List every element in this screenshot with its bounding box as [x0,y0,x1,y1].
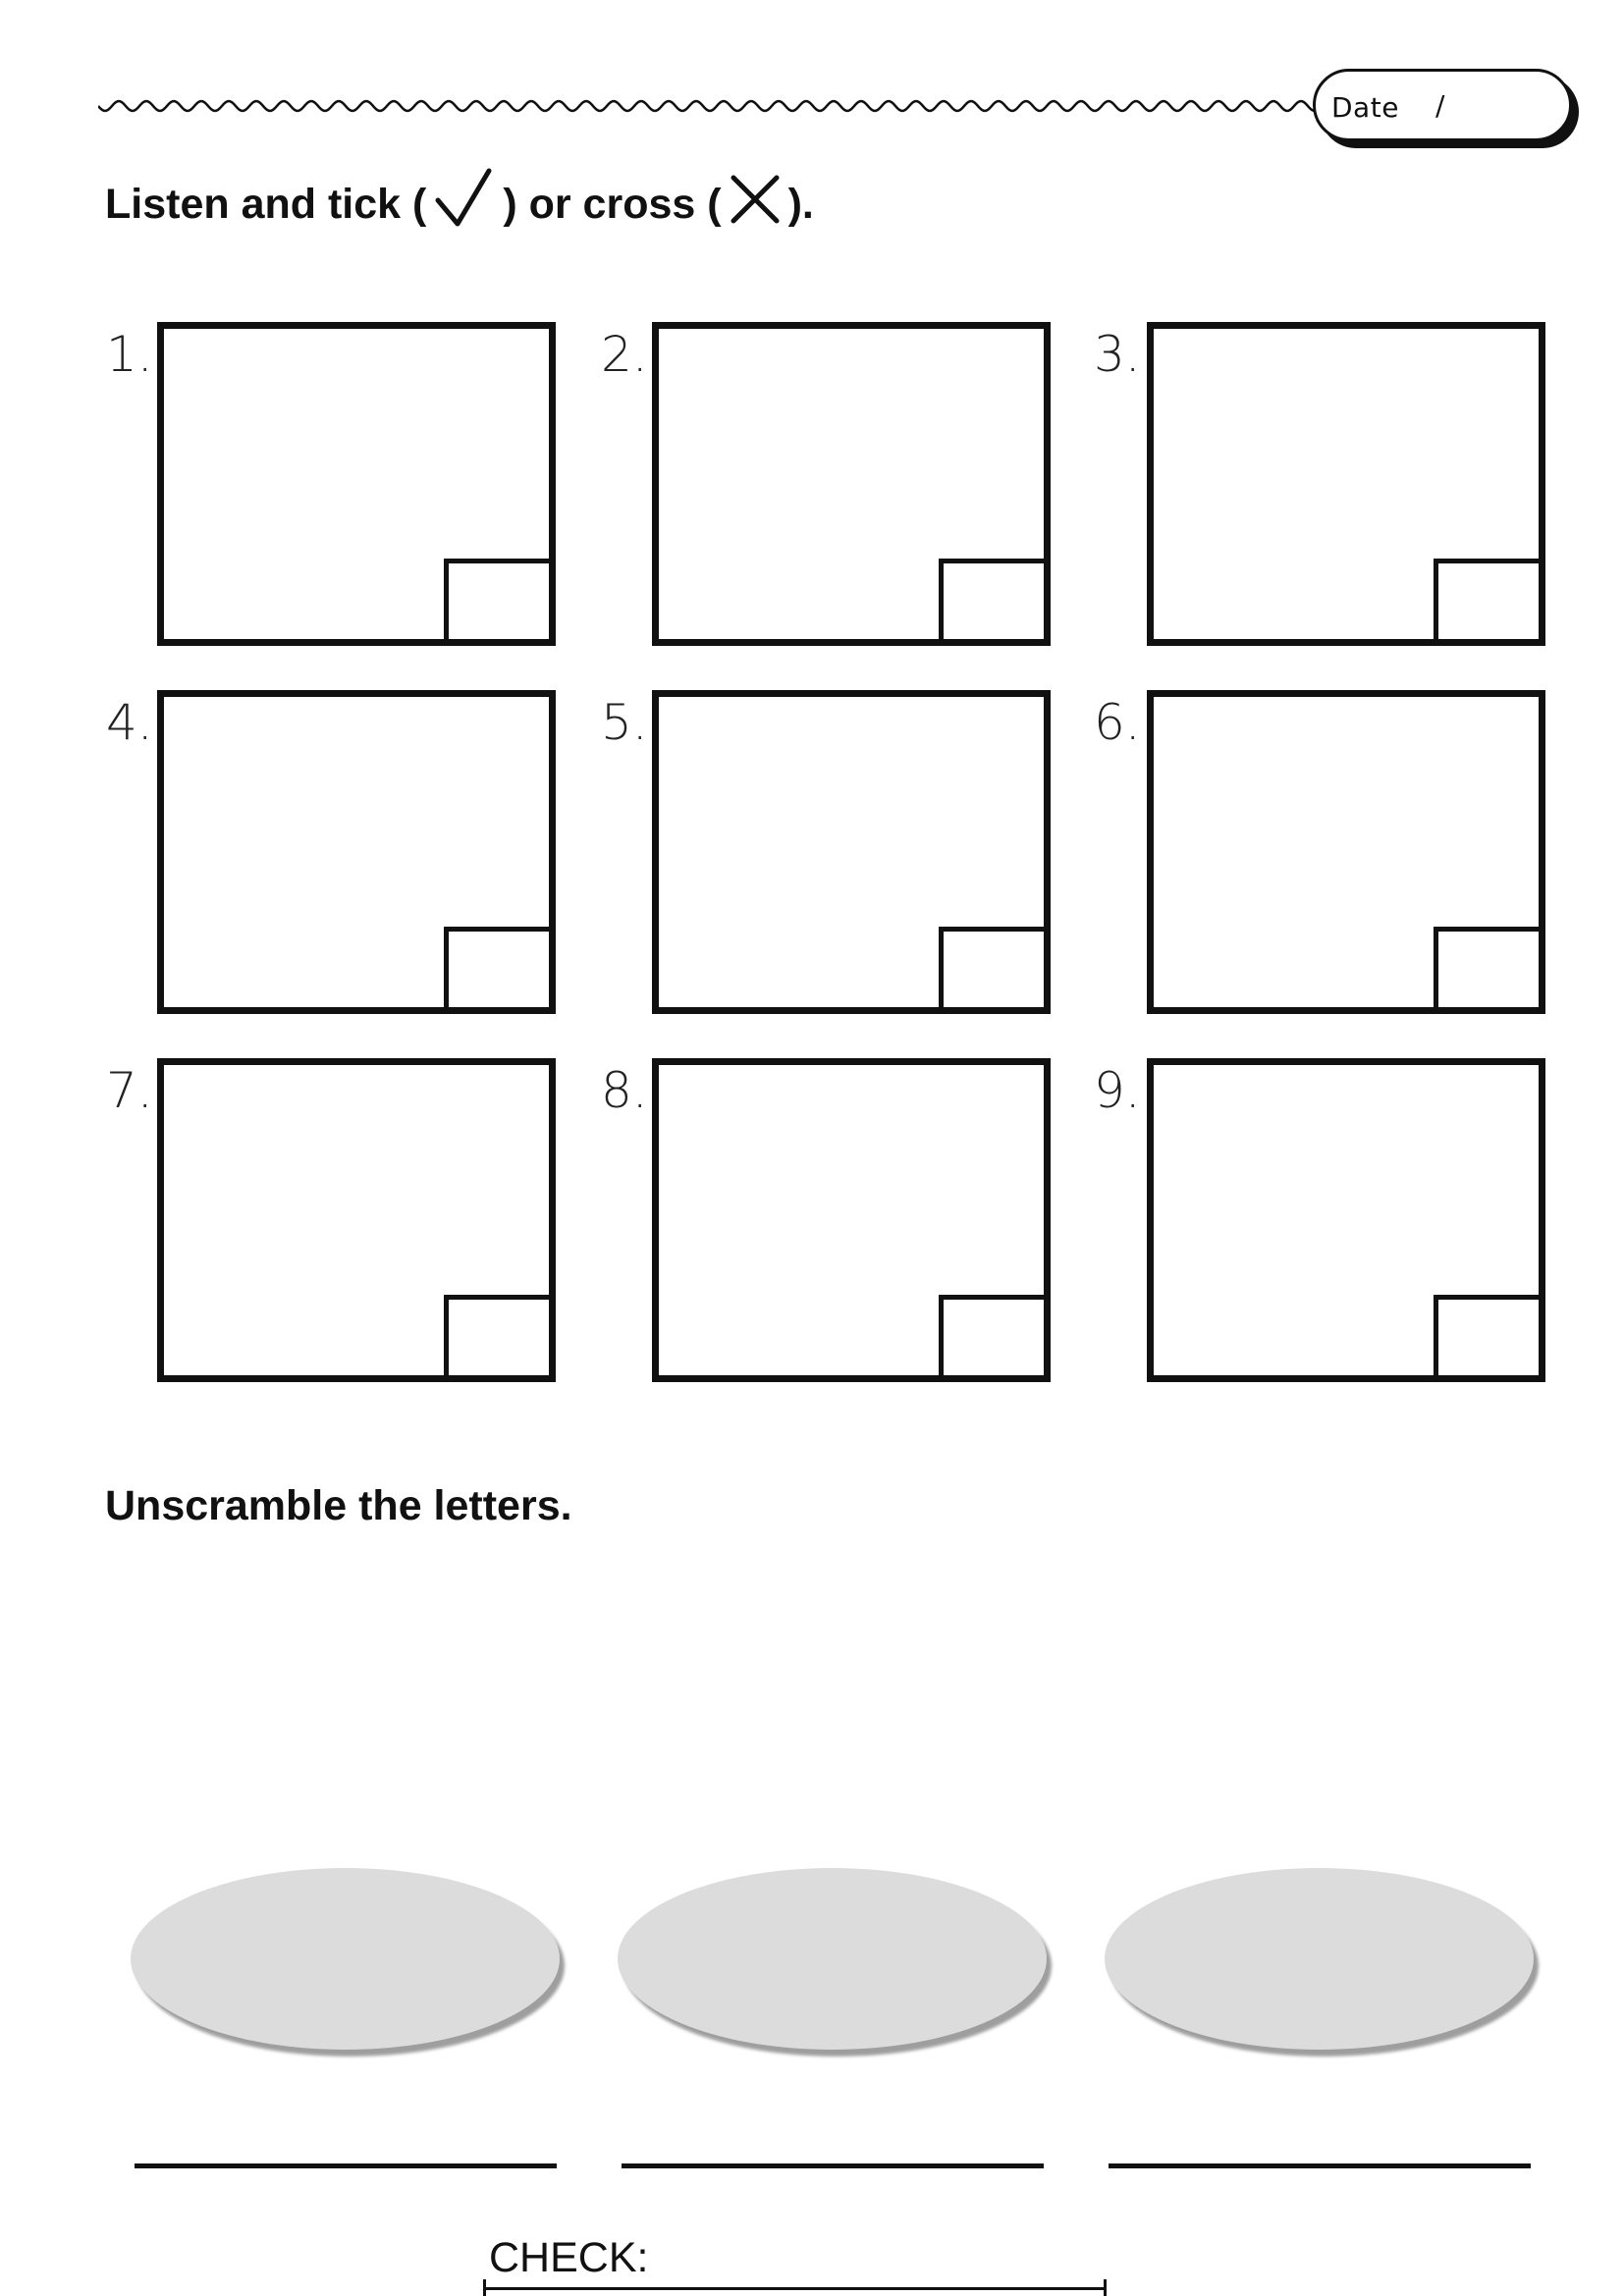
check-line-end-right [1104,2279,1107,2296]
answer-tick-box[interactable] [939,927,1044,1007]
checkmark-icon [430,165,499,244]
question-number: 4. [106,694,153,751]
question-number: 9. [1094,1062,1141,1119]
question-number: 6. [1094,694,1141,751]
instruction-suffix: ). [787,181,814,228]
wavy-divider [98,96,1316,116]
answer-tick-box[interactable] [1434,1295,1539,1375]
picture-box [652,1058,1051,1382]
date-label: Date [1331,91,1399,124]
question-number: 7. [106,1062,153,1119]
picture-box [1147,1058,1545,1382]
picture-box [652,690,1051,1014]
unscramble-instruction: Unscramble the letters. [105,1482,572,1529]
instruction-middle: ) or cross ( [503,181,722,228]
picture-box [157,1058,556,1382]
scrambled-letters-oval-2 [618,1868,1047,2050]
question-number: 8. [601,1062,648,1119]
question-number: 1. [106,326,153,383]
check-line-end-left [483,2279,486,2296]
picture-box [1147,322,1545,646]
picture-box [1147,690,1545,1014]
picture-box [652,322,1051,646]
date-separator: / [1435,89,1445,122]
answer-tick-box[interactable] [1434,927,1539,1007]
question-number: 2. [601,326,648,383]
cross-icon [726,170,785,240]
answer-tick-box[interactable] [939,559,1044,639]
answer-tick-box[interactable] [1434,559,1539,639]
question-number: 5. [601,694,648,751]
check-label: CHECK: [489,2234,649,2281]
picture-box [157,322,556,646]
answer-line-1[interactable] [135,2163,557,2168]
picture-box [157,690,556,1014]
scrambled-letters-oval-3 [1105,1868,1534,2050]
answer-line-2[interactable] [622,2163,1044,2168]
answer-line-3[interactable] [1109,2163,1531,2168]
answer-tick-box[interactable] [444,1295,549,1375]
check-signature-line[interactable] [483,2287,1106,2290]
answer-tick-box[interactable] [444,559,549,639]
scrambled-letters-oval-1 [131,1868,560,2050]
instruction-prefix: Listen and tick ( [105,181,427,228]
listen-instruction [105,165,814,244]
answer-tick-box[interactable] [939,1295,1044,1375]
question-number: 3. [1094,326,1141,383]
answer-tick-box[interactable] [444,927,549,1007]
